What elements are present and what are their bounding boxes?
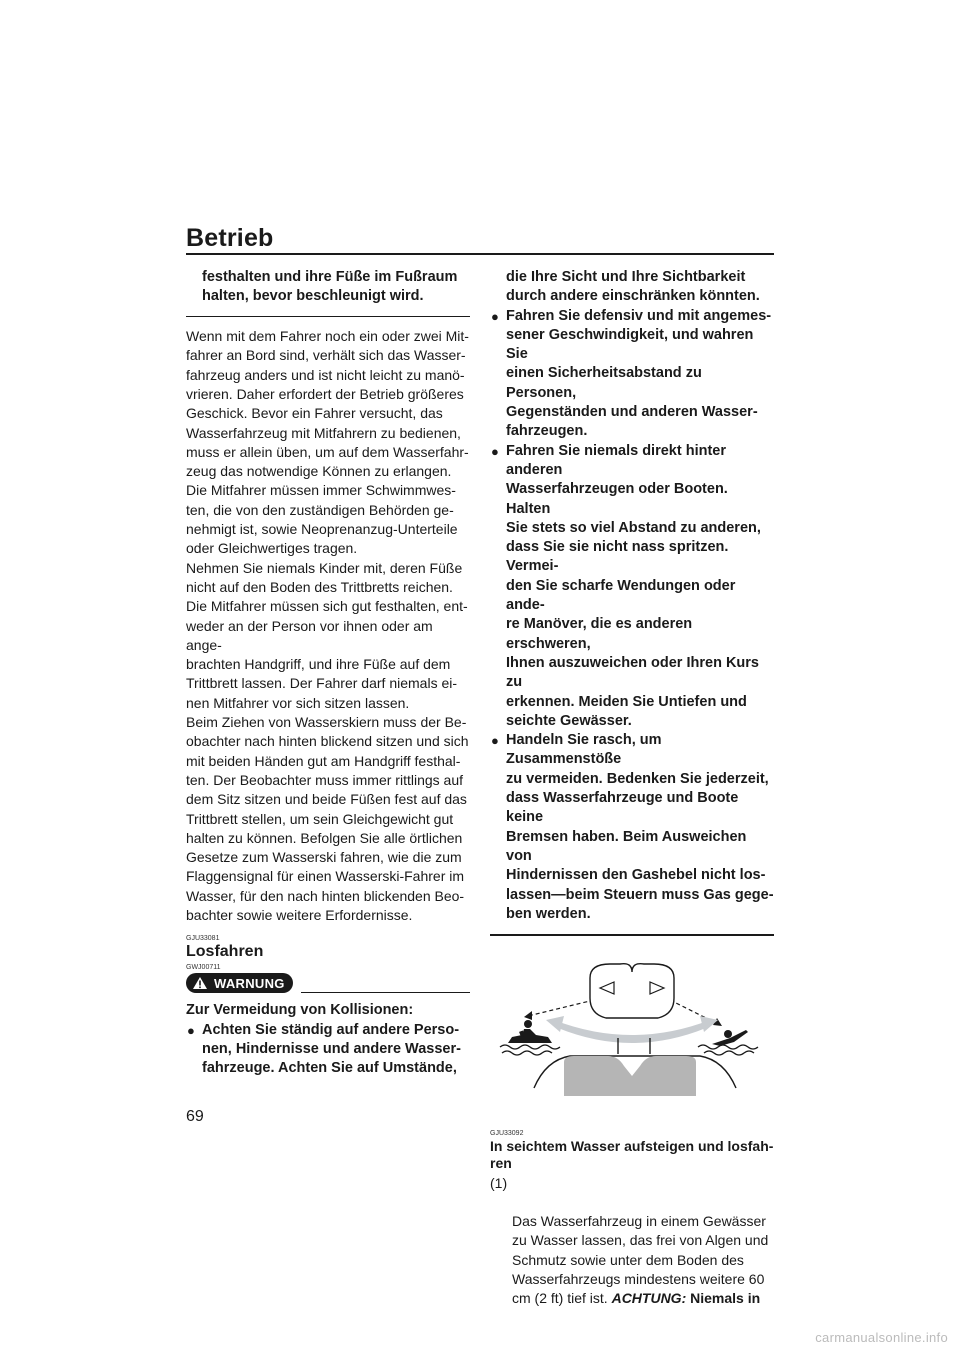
warning-header-rule	[301, 992, 470, 994]
warning-end-rule-right	[490, 934, 774, 936]
warning-bullet-4-text: Handeln Sie rasch, um Zusammenstöße zu vermeiden. Bedenken Sie jederzeit, dass Wasserfahrzeuge und Boote keine Bremsen haben. Beim Ausweichen von Hindernissen den Gashebel nicht los- lassen—beim Steuern muss Gas gege- ben werden.	[506, 732, 774, 922]
warning-bullet-1-text: Achten Sie ständig auf andere Perso- nen, Hindernisse und andere Wasser- fahrzeuge. Achten Sie auf Umstände,	[202, 1021, 461, 1077]
title-rule	[186, 253, 774, 255]
body-text: Wenn mit dem Fahrer noch ein oder zwei Mit- fahrer an Bord sind, verhält sich das Wasser- fahrzeug anders und ist nicht leicht zu manö- vrieren. Daher erfordert der Betrieb größeres Geschick. Bevor ein Fahrer versucht, das Wasserfahrzeug mit Mitfahrern zu bedienen, muss er allein üben, um auf dem Wasserfahr- zeug das notwendige Können zu erlangen. Die Mitfahrer müssen immer Schwimmwes- ten, die von den zuständigen Behörden ge- nehmigt ist, sowie Neoprenanzug-Unterteile oder Gleichwertiges tragen. Nehmen Sie niemals Kinder mit, deren Füße nicht auf den Boden des Trittbretts reichen. Die Mitfahrer müssen sich gut festhalten, ent- weder an der Person vor ihnen oder am ange- brachten Handgriff, und ihre Füße auf dem Trittbrett lassen. Der Fahrer darf niemals ei- nen Mitfahrer vor sich sitzen lassen. Beim Ziehen von Wasserskiern muss der Be- obachter nach hinten blickend sitzen und sich mit beiden Händen gut am Handgriff festhal- ten. Der Beobachter muss immer rittlings auf dem Sitz sitzen und beide Füßen fest auf das Trittbrett stellen, um sein Gleichgewicht gut halten zu können. Befolgen Sie alle örtlichen Gesetze zum Wasserski fahren, wie die zum Flaggensignal für einen Wasserski-Fahrer im Wasser, für den nach hinten blickenden Beo- bachter sowie weitere Erfordernisse.	[186, 328, 469, 923]
step-text: Das Wasserfahrzeug in einem Gewässer zu Wasser lassen, das frei von Algen und Schmutz sowie unter dem Boden des Wasserfahrzeugs mindestens weitere 60 cm (2 ft) tief ist.	[512, 1213, 769, 1307]
section-title-shallow-water: In seichtem Wasser aufsteigen und losfah- ren	[490, 1137, 774, 1171]
intro-bold-text: festhalten und ihre Füße im Fußraum halten, bevor beschleunigt wird.	[202, 269, 458, 305]
warning-header	[186, 973, 470, 993]
sightline-left-arrowhead	[524, 1011, 532, 1020]
section-code-right: GJU33092	[490, 1129, 524, 1137]
step-caution-label: ACHTUNG:	[611, 1290, 687, 1307]
warning-badge	[186, 973, 293, 993]
warning-bullet-2	[490, 307, 774, 442]
warning-bullet-3	[490, 442, 774, 731]
warning-code: GWJ00711	[186, 964, 221, 972]
section-code: GJU33081	[186, 935, 220, 943]
warning-bullet-2-text: Fahren Sie defensiv und mit angemes- sener Geschwindigkeit, und wahren Sie einen Sicherheitsabstand zu Personen, Gegenständen und anderen Wasser- fahrzeugen.	[506, 307, 772, 440]
watercraft-icon	[508, 1020, 552, 1043]
right-column	[490, 268, 774, 1309]
head-turn-arrowhead-left	[546, 1016, 564, 1032]
warning-bullet-1	[186, 1021, 470, 1079]
rider-head-top-view	[590, 963, 674, 1017]
bullet-dot-icon: ●	[491, 733, 499, 749]
bullet-dot-icon: ●	[187, 1022, 195, 1038]
step-number: (1)	[490, 1174, 508, 1191]
warning-end-rule	[186, 316, 470, 318]
sightline-left	[528, 1000, 594, 1016]
step-1	[490, 1174, 774, 1309]
swimmer-icon	[712, 1030, 748, 1046]
section-title-losfahren: Losfahren	[186, 943, 264, 961]
head-turn-arrow	[554, 1020, 710, 1043]
watermark: carmanualsonline.info	[815, 1330, 948, 1345]
water-waves-left-icon	[500, 1045, 560, 1055]
warning-intro: Zur Vermeidung von Kollisionen:	[186, 1002, 414, 1019]
page-number: 69	[186, 1108, 204, 1125]
water-waves-right-icon	[698, 1045, 758, 1055]
left-column	[186, 268, 470, 1078]
page-title: Betrieb	[186, 224, 274, 252]
warning-bullet-3-text: Fahren Sie niemals direkt hinter anderen Wasserfahrzeugen oder Booten. Halten Sie stets so viel Abstand zu anderen, dass Sie sie nicht nass spritzen. Vermei- den Sie scharfe Wendungen oder ande- re Manöver, die es anderen erschweren, Ihnen auszuweichen oder Ihren Kurs zu erkennen. Meiden Sie Untiefen und seichte Gewässer.	[506, 442, 761, 729]
bullet-dot-icon: ●	[491, 443, 499, 459]
watercraft-handlebar-pad	[564, 1056, 696, 1096]
lookout-illustration	[490, 958, 774, 1108]
step-caution-tail: Niemals in	[686, 1290, 761, 1307]
warning-bullet-4	[490, 731, 774, 924]
warning-triangle-icon	[192, 976, 208, 990]
bullet-dot-icon: ●	[491, 308, 499, 324]
warning-bullet-1-continued: die Ihre Sicht und Ihre Sichtbarkeit durch andere einschränken könnten.	[506, 269, 760, 305]
warning-label: WARNUNG	[214, 975, 285, 991]
